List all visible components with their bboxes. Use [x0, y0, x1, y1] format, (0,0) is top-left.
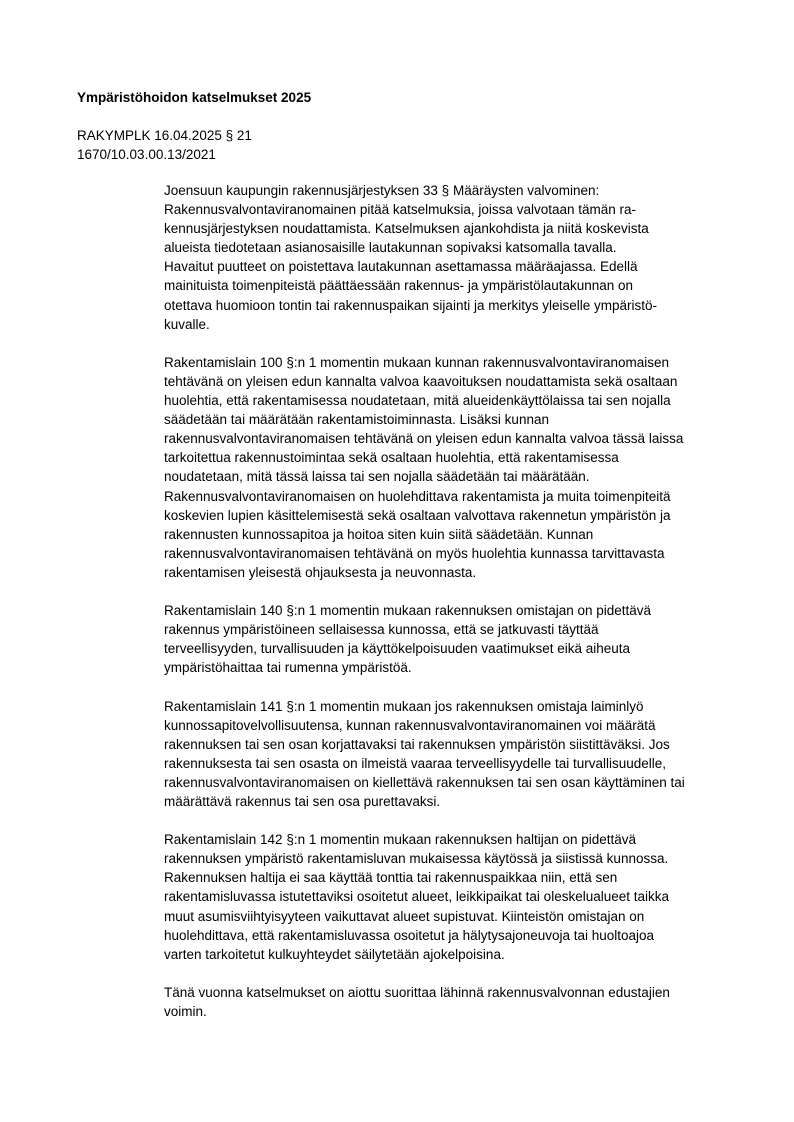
- paragraph-line: Tänä vuonna katselmukset on aiottu suorittaa lähinnä rakennusvalvonnan edustajien: [164, 984, 670, 1000]
- paragraph-line: rakentamisluvassa istutettaviksi osoitetut alueet, leikkipaikat tai oleskelualueet taikka: [164, 889, 670, 905]
- paragraph-line: rakennus ympäristöineen sellaisessa kunnossa, että se jatkuvasti täyttää: [164, 622, 599, 638]
- document-body: [164, 181, 764, 1040]
- paragraph: [164, 830, 764, 964]
- paragraph: [164, 601, 764, 677]
- paragraph-line: rakennusvalvontaviranomaisen on kiellettävä rakennuksen tai sen osan käyttäminen tai: [164, 774, 685, 790]
- document-title: Ympäristöhoidon katselmukset 2025: [77, 90, 312, 105]
- paragraph-line: kennusjärjestyksen noudattamista. Katselmuksen ajankohdista ja niitä koskevista: [164, 221, 649, 237]
- paragraph-line: Rakentamislain 140 §:n 1 momentin mukaan rakennuksen omistajan on pidettävä: [164, 603, 652, 619]
- paragraph-line: varten tarkoitetut kulkuyhteydet säilytetään ajokelpoisina.: [164, 946, 505, 962]
- paragraph-line: kuvalle.: [164, 316, 210, 332]
- paragraph-line: huolehdittava, että rakentamisluvassa osoitetut ja hälytysajoneuvoja tai huoltoajoa: [164, 927, 655, 943]
- paragraph-line: terveellisyyden, turvallisuuden ja käyttökelpoisuuden vaatimukset eikä aiheuta: [164, 641, 631, 657]
- paragraph-line: mainituista toimenpiteistä päättäessään rakennus- ja ympäristölautakunnan on: [164, 278, 634, 294]
- paragraph-line: rakennuksen tai sen osan korjattavaksi tai rakennuksen ympäristön siistittäväksi. Jos: [164, 736, 670, 752]
- paragraph-line: rakennuksen ympäristö rakentamisluvan mukaisessa käytössä ja siistissä kunnossa.: [164, 851, 669, 867]
- case-number: 1670/10.03.00.13/2021: [77, 147, 216, 162]
- paragraph-line: kunnossapitovelvollisuutensa, kunnan rakennusvalvontaviranomainen voi määrätä: [164, 717, 656, 733]
- paragraph-line: otettava huomioon tontin tai rakennuspaikan sijainti ja merkitys yleiselle ympäristö-: [164, 297, 657, 313]
- paragraph-line: määrättävä rakennus tai sen osa purettavaksi.: [164, 794, 441, 809]
- paragraph-line: noudatetaan, mitä tässä laissa tai sen nojalla säädetään tai määrätään.: [164, 469, 590, 485]
- paragraph-line: rakennusten kunnossapitoa ja hoitoa siten kuin siitä säädetään. Kunnan: [164, 526, 594, 542]
- paragraph: [164, 181, 764, 334]
- paragraph-line: Rakentamislain 100 §:n 1 momentin mukaan kunnan rakennusvalvontaviranomaisen: [164, 354, 670, 370]
- paragraph-line: Havaitut puutteet on poistettava lautakunnan asettamassa määräajassa. Edellä: [164, 259, 638, 275]
- meeting-reference: RAKYMPLK 16.04.2025 § 21: [77, 128, 252, 143]
- paragraph-line: tarkoitettua rakennustoimintaa sekä osaltaan huolehtia, että rakentamisessa: [164, 450, 619, 466]
- paragraph: [164, 983, 764, 1021]
- paragraph-line: Rakentamislain 142 §:n 1 momentin mukaan rakennuksen haltijan on pidettävä: [164, 832, 637, 848]
- paragraph-line: rakennusvalvontaviranomaisen tehtävänä on myös huolehtia kunnassa tarvittavasta: [164, 545, 665, 561]
- paragraph: [164, 697, 764, 812]
- paragraph-line: Rakentamislain 141 §:n 1 momentin mukaan jos rakennuksen omistaja laiminlyö: [164, 698, 644, 714]
- paragraph-line: huolehtia, että rakentamisessa noudatetaan, mitä alueidenkäyttölaissa tai sen nojalla: [164, 393, 671, 409]
- paragraph-line: säädetään tai määrätään rakentamistoiminnasta. Lisäksi kunnan: [164, 412, 549, 428]
- paragraph-line: tehtävänä on yleisen edun kannalta valvoa kaavoituksen noudattamista sekä osaltaan: [164, 373, 678, 389]
- paragraph-line: muut asumisviihtyisyyteen vaikuttavat alueet supistuvat. Kiinteistön omistajan on: [164, 908, 645, 924]
- paragraph-line: rakennuksesta tai sen osasta on ilmeistä vaaraa terveellisyydelle tai turvallisuudelle,: [164, 755, 667, 771]
- paragraph-line: rakennusvalvontaviranomaisen tehtävänä on yleisen edun kannalta valvoa tässä laissa: [164, 431, 684, 447]
- document-meta: [77, 126, 252, 164]
- paragraph-line: koskevien lupien käsittelemisestä sekä osaltaan valvottava rakennetun ympäristön ja: [164, 507, 671, 523]
- paragraph-line: voimin.: [164, 1004, 207, 1020]
- paragraph-line: Joensuun kaupungin rakennusjärjestyksen 33 § Määräysten valvominen:: [164, 183, 600, 198]
- paragraph-line: Rakennusvalvontaviranomainen pitää katselmuksia, joissa valvotaan tämän ra-: [164, 202, 636, 218]
- paragraph: [164, 353, 764, 582]
- paragraph-line: rakentamisen yleisestä ohjauksesta ja neuvonnasta.: [164, 564, 477, 580]
- paragraph-line: alueista tiedotetaan asianosaisille lautakunnan sopivaksi katsomalla tavalla.: [164, 240, 617, 256]
- paragraph-line: Rakennusvalvontaviranomaisen on huolehdittava rakentamista ja muita toimenpiteitä: [164, 488, 671, 504]
- paragraph-line: ympäristöhaittaa tai rumenna ympäristöä.: [164, 660, 412, 676]
- paragraph-line: Rakennuksen haltija ei saa käyttää tonttia tai rakennuspaikkaa niin, että sen: [164, 870, 618, 886]
